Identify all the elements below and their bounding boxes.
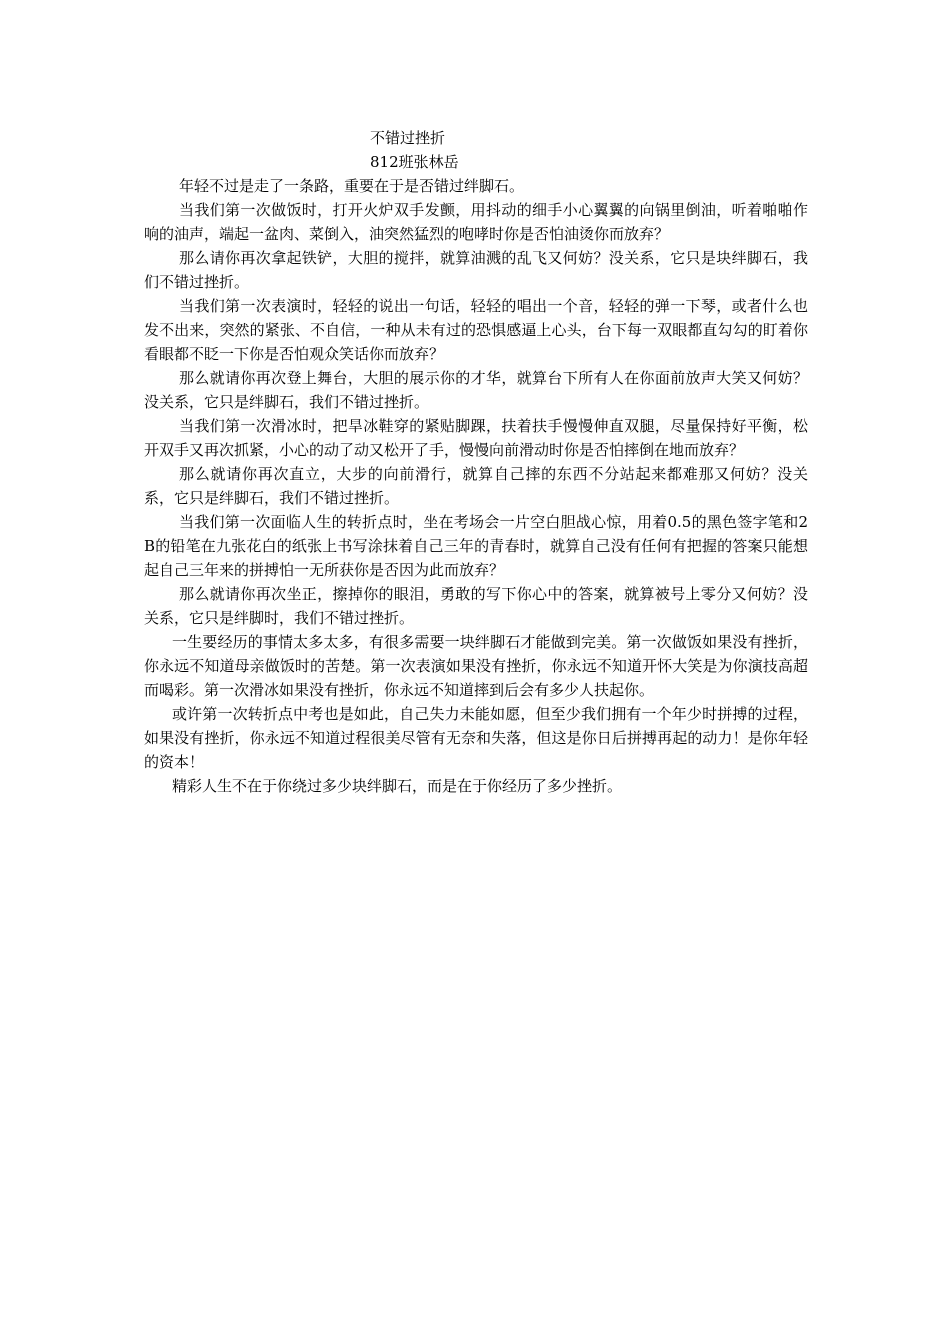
paragraph-3: 那么请你再次拿起铁铲，大胆的搅拌，就算油溅的乱飞又何妨？没关系，它只是块绊脚石，我们不错过挫折。 — [144, 249, 808, 291]
paragraph-8: 当我们第一次面临人生的转折点时，坐在考场会一片空白胆战心惊，用着0.5的黑色签字笔和2B的铅笔在九张花白的纸张上书写涂抹着自己三年的青春时，就算自己没有任何有把握的答案只能想起自己三年来的拼搏怕一无所获你是否因为此而放弃？ — [144, 513, 808, 579]
paragraph-1: 年轻不过是走了一条路，重要在于是否错过绊脚石。 — [179, 177, 525, 195]
paragraph-10: 一生要经历的事情太多太多，有很多需要一块绊脚石才能做到完美。第一次做饭如果没有挫折，你永远不知道母亲做饭时的苦楚。第一次表演如果没有挫折，你永远不知道开怀大笑是为你演技高超而喝彩。第一次滑冰如果没有挫折，你永远不知道摔到后会有多少人扶起你。 — [144, 633, 808, 699]
paragraph-2: 当我们第一次做饭时，打开火炉双手发颤，用抖动的细手小心翼翼的向锅里倒油，听着啪啪作响的油声，端起一盆肉、菜倒入，油突然猛烈的咆哮时你是否怕油烫你而放弃？ — [144, 201, 808, 243]
paragraph-9: 那么就请你再次坐正，擦掉你的眼泪，勇敢的写下你心中的答案，就算被号上零分又何妨？没关系，它只是绊脚时，我们不错过挫折。 — [144, 585, 808, 627]
paragraph-7: 那么就请你再次直立，大步的向前滑行，就算自己摔的东西不分站起来都难那又何妨？没关系，它只是绊脚石，我们不错过挫折。 — [144, 465, 808, 507]
paragraph-11: 或许第一次转折点中考也是如此，自己失力未能如愿，但至少我们拥有一个年少时拼搏的过程，如果没有挫折，你永远不知道过程很美尽管有无奈和失落，但这是你日后拼搏再起的动力！是你年轻的资本！ — [144, 705, 808, 771]
document-author: 812班张林岳 — [370, 153, 459, 171]
document-title: 不错过挫折 — [370, 129, 446, 147]
paragraph-12: 精彩人生不在于你绕过多少块绊脚石，而是在于你经历了多少挫折。 — [172, 777, 623, 795]
document-body — [144, 126, 808, 798]
paragraph-6: 当我们第一次滑冰时，把旱冰鞋穿的紧贴脚踝，扶着扶手慢慢伸直双腿，尽量保持好平衡，松开双手又再次抓紧，小心的动了动又松开了手，慢慢向前滑动时你是否怕摔倒在地而放弃？ — [144, 417, 808, 459]
paragraph-4: 当我们第一次表演时，轻轻的说出一句话，轻轻的唱出一个音，轻轻的弹一下琴，或者什么也发不出来，突然的紧张、不自信，一种从未有过的恐惧感逼上心头，台下每一双眼都直勾勾的盯着你看眼都不眨一下你是否怕观众笑话你而放弃？ — [144, 297, 808, 363]
paragraph-5: 那么就请你再次登上舞台，大胆的展示你的才华，就算台下所有人在你面前放声大笑又何妨？没关系，它只是绊脚石，我们不错过挫折。 — [144, 369, 808, 411]
